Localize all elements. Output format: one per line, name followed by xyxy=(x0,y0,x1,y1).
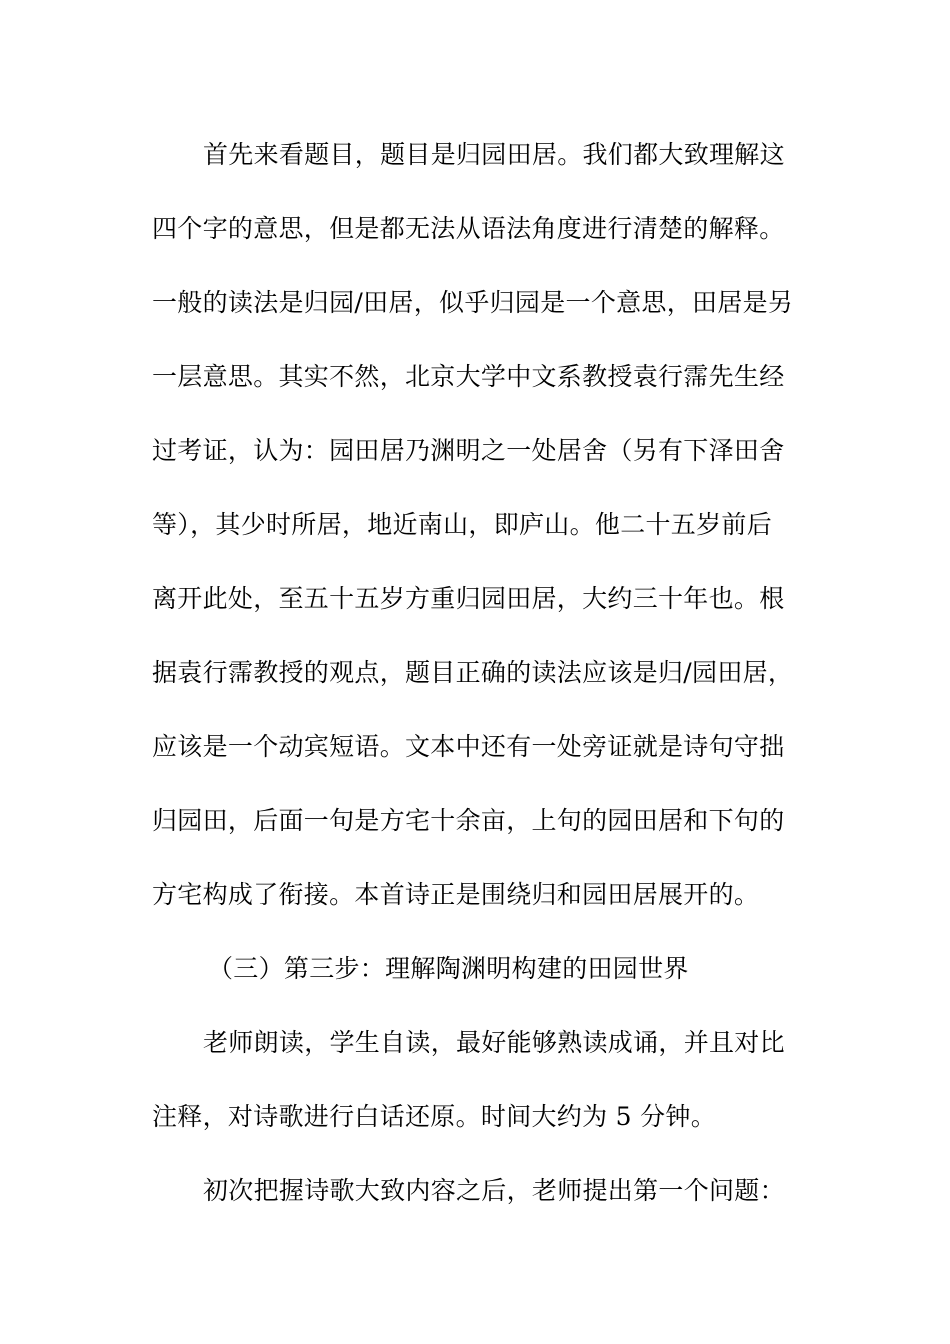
paragraph-line: 首先来看题目，题目是归园田居。我们都大致理解这 xyxy=(203,140,785,169)
paragraph-line: 等），其少时所居，地近南山，即庐山。他二十五岁前后 xyxy=(152,510,773,539)
paragraph-line: 方宅构成了衔接。本首诗正是围绕归和园田居展开的。 xyxy=(152,880,760,909)
paragraph-line: 初次把握诗歌大致内容之后，老师提出第一个问题： xyxy=(203,1176,785,1205)
paragraph-line: 一般的读法是归园/田居，似乎归园是一个意思，田居是另 xyxy=(152,288,794,317)
paragraph-line: 离开此处，至五十五岁方重归园田居，大约三十年也。根 xyxy=(152,584,785,613)
paragraph-line: 过考证，认为：园田居乃渊明之一处居舍（另有下泽田舍 xyxy=(152,436,785,465)
paragraph-line: 据袁行霈教授的观点，题目正确的读法应该是归/园田居， xyxy=(152,658,794,687)
paragraph-line: 一层意思。其实不然，北京大学中文系教授袁行霈先生经 xyxy=(152,362,785,391)
paragraph-line: 归园田，后面一句是方宅十余亩，上句的园田居和下句的 xyxy=(152,806,785,835)
paragraph-line: 应该是一个动宾短语。文本中还有一处旁证就是诗句守拙 xyxy=(152,732,785,761)
paragraph-line: 四个字的意思，但是都无法从语法角度进行清楚的解释。 xyxy=(152,214,785,243)
section-heading: （三）第三步：理解陶渊明构建的田园世界 xyxy=(208,954,689,983)
paragraph-line: 老师朗读，学生自读，最好能够熟读成诵，并且对比 xyxy=(203,1028,785,1057)
paragraph-line: 注释，对诗歌进行白话还原。时间大约为 5 分钟。 xyxy=(152,1102,717,1131)
